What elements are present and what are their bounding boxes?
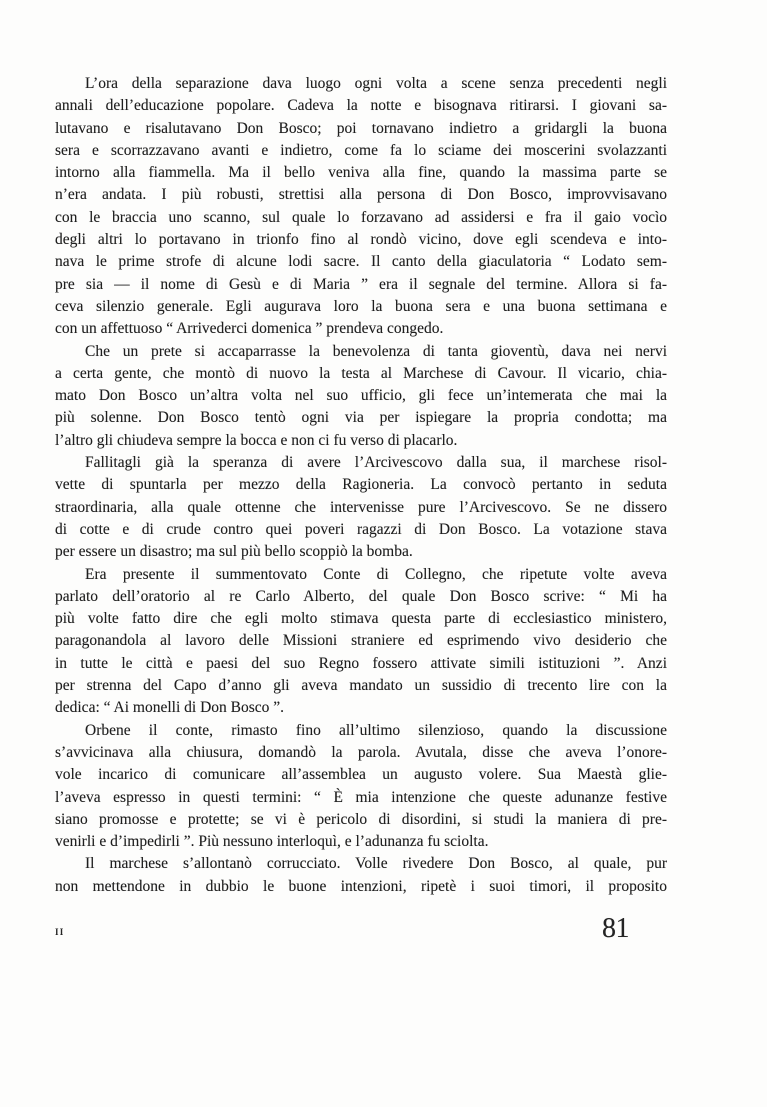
signature-mark: II [55, 927, 65, 937]
text-line: Orbene il conte, rimasto fino all’ultimo silenzioso, quando la discussione [85, 721, 667, 739]
paragraph [55, 452, 667, 563]
text-line: annali dell’educazione popolare. Cadeva la notte e bisognava ritirarsi. I giovani sa- [55, 97, 667, 115]
text-line: parlato dell’oratorio al re Carlo Alberto, del quale Don Bosco scrive: “ Mi ha [55, 587, 667, 605]
text-line: ceva silenzio generale. Egli augurava loro la buona sera e una buona settimana e [55, 297, 667, 315]
text-line: di cotte e di crude contro quei poveri ragazzi di Don Bosco. La votazione stava [55, 520, 667, 538]
text-line: con un affettuoso “ Arrivederci domenica ” prendeva congedo. [55, 320, 444, 338]
text-line: pre sia — il nome di Gesù e di Maria ” era il segnale del termine. Allora si fa- [55, 275, 667, 293]
text-line: a certa gente, che montò di nuovo la testa al Marchese di Cavour. Il vicario, chia- [55, 364, 667, 382]
text-line: per strenna del Capo d’anno gli aveva mandato un sussidio di trecento lire con la [55, 677, 667, 695]
text-line: siano promosse e protette; se vi è pericolo di disordini, si studi la maniera di pre- [55, 810, 667, 828]
text-line: dedica: “ Ai monelli di Don Bosco ”. [55, 699, 285, 717]
text-line: in tutte le città e paesi del suo Regno fossero attivate simili istituzioni ”. Anzi [55, 654, 667, 672]
paragraph [55, 853, 667, 898]
text-line: Era presente il summentovato Conte di Collegno, che ripetute volte aveva [85, 565, 667, 583]
text-line: più solenne. Don Bosco tentò ogni via per ispiegare la propria condotta; ma [55, 409, 667, 427]
paragraph [55, 720, 667, 854]
text-line: sera e scorrazzavano avanti e indietro, come fa lo sciame dei moscerini svolazzanti [55, 141, 667, 159]
text-line: venirli e d’impedirli ”. Più nessuno interloquì, e l’adunanza fu sciolta. [55, 833, 489, 851]
text-line: vette di spuntarla per mezzo della Ragioneria. La convocò pertanto in seduta [55, 476, 667, 494]
text-line: straordinaria, alla quale ottenne che intervenisse pure l’Arcivescovo. Se ne dissero [55, 498, 667, 516]
paragraph [55, 564, 667, 720]
text-line: per essere un disastro; ma sul più bello scoppiò la bomba. [55, 543, 413, 561]
text-line: con le braccia uno scanno, sul quale lo forzavano ad assidersi e fra il gaio vocìo [55, 208, 667, 226]
paragraph [55, 341, 667, 452]
text-line: intorno alla fiammella. Ma il bello veniva alla fine, quando la massima parte se [55, 164, 667, 182]
text-line: s’avvicinava alla chiusura, domandò la parola. Avutala, disse che aveva l’onore- [55, 743, 667, 761]
text-line: nava le prime strofe di alcune lodi sacre. Il canto della giaculatoria “ Lodato sem- [55, 253, 667, 271]
text-line: l’aveva espresso in questi termini: “ È mia intenzione che queste adunanze festive [55, 788, 667, 806]
text-line: Fallitagli già la speranza di avere l’Arcivescovo dalla sua, il marchese risol- [85, 454, 667, 472]
text-line: paragonandola al lavoro delle Missioni straniere ed esprimendo vivo desiderio che [55, 632, 667, 650]
text-line: mato Don Bosco un’altra volta nel suo ufficio, gli fece un’intemerata che mai la [55, 387, 667, 405]
body-text [55, 73, 667, 898]
text-line: vole incarico di comunicare all’assemblea un augusto volere. Sua Maestà glie- [55, 766, 667, 784]
text-line: L’ora della separazione dava luogo ogni volta a scene senza precedenti negli [85, 75, 667, 92]
paragraph [55, 73, 667, 341]
text-line: n’era andata. I più robusti, strettisi alla persona di Don Bosco, improvvisavano [55, 186, 667, 204]
text-line: l’altro gli chiudeva sempre la bocca e non ci fu verso di placarlo. [55, 431, 458, 449]
page-number: 81 [602, 913, 629, 944]
text-line: Che un prete si accaparrasse la benevolenza di tanta gioventù, dava nei nervi [85, 342, 667, 360]
text-line: Il marchese s’allontanò corrucciato. Volle rivedere Don Bosco, al quale, pur [85, 855, 667, 873]
text-line: lutavano e risalutavano Don Bosco; poi tornavano indietro a gridargli la buona [55, 119, 667, 137]
text-line: non mettendone in dubbio le buone intenzioni, ripetè i suoi timori, il proposito [55, 877, 667, 895]
text-line: degli altri lo portavano in trionfo fino al rondò vicino, dove egli scendeva e into- [55, 231, 667, 249]
text-line: più volte fatto dire che egli molto stimava questa parte di ecclesiastico ministero, [55, 610, 667, 628]
